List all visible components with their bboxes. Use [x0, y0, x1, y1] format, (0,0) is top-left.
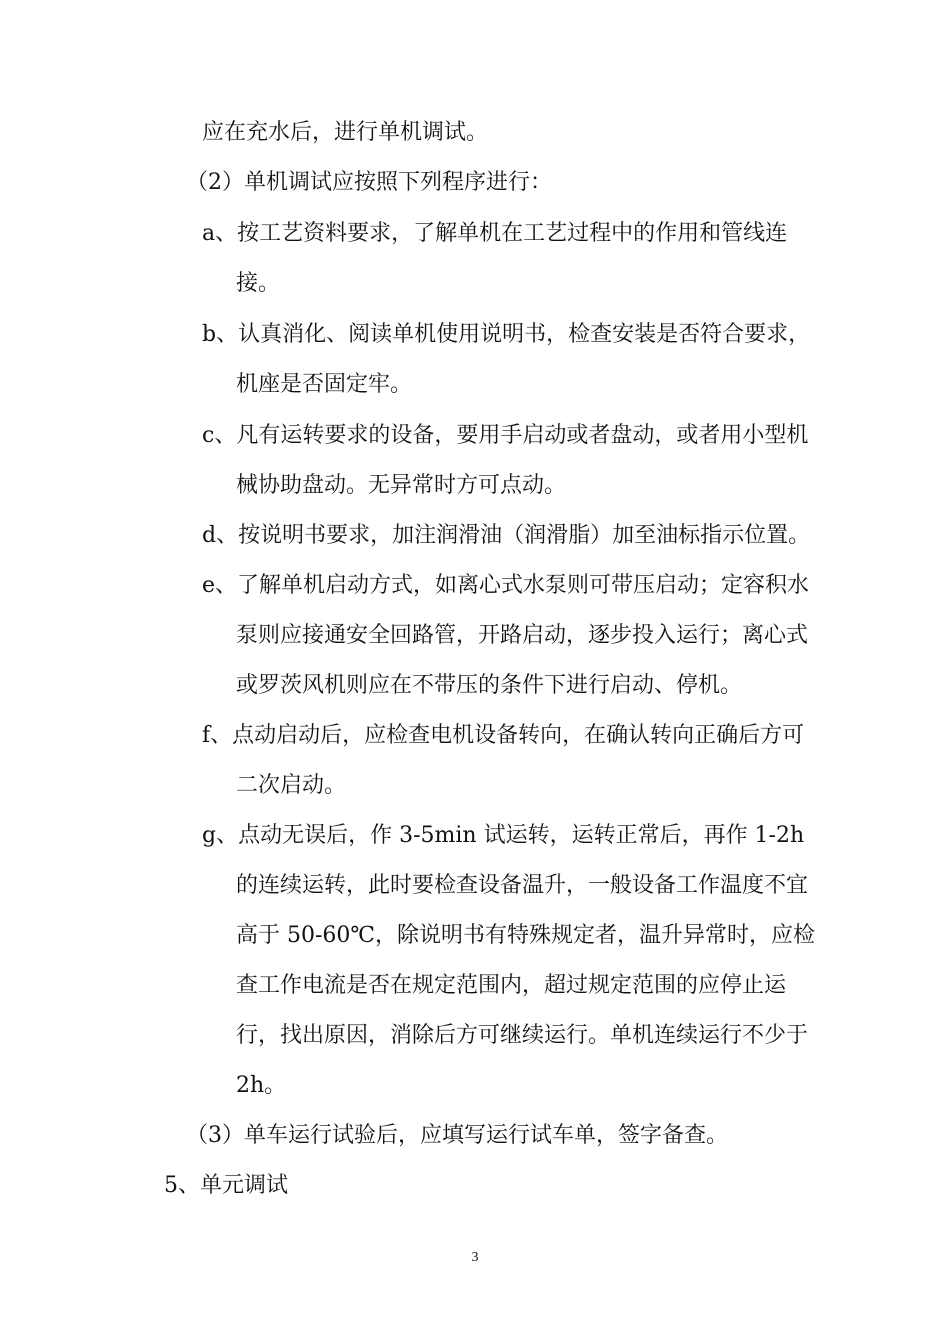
text-line: d、按说明书要求，加注润滑油（润滑脂）加至油标指示位置。: [202, 523, 811, 548]
text-line: a、按工艺资料要求，了解单机在工艺过程中的作用和管线连: [202, 221, 788, 246]
text-line: 或罗茨风机则应在不带压的条件下进行启动、停机。: [236, 673, 743, 698]
text-line: 查工作电流是否在规定范围内，超过规定范围的应停止运: [236, 973, 787, 998]
text-line: 泵则应接通安全回路管，开路启动，逐步投入运行；离心式: [236, 623, 809, 648]
text-line: 高于 50-60℃，除说明书有特殊规定者，温升异常时，应检: [236, 923, 816, 948]
text-line: c、凡有运转要求的设备，要用手启动或者盘动，或者用小型机: [202, 423, 809, 448]
text-line: 的连续运转，此时要检查设备温升，一般设备工作温度不宜: [236, 873, 809, 898]
text-line: 接。: [236, 271, 281, 296]
text-line: （3）单车运行试验后，应填写运行试车单，签字备查。: [186, 1123, 728, 1148]
text-line: 机座是否固定牢。: [236, 372, 413, 397]
text-line: 应在充水后，进行单机调试。: [202, 120, 489, 145]
text-line: e、了解单机启动方式，如离心式水泵则可带压启动；定容积水: [202, 573, 810, 598]
text-line: （2）单机调试应按照下列程序进行：: [186, 170, 552, 195]
text-line: g、点动无误后，作 3-5min 试运转，运转正常后，再作 1-2h: [202, 823, 805, 848]
section-heading: 5、单元调试: [164, 1173, 288, 1198]
text-line: b、认真消化、阅读单机使用说明书，检查安装是否符合要求，: [202, 322, 811, 347]
text-line: f、点动启动后，应检查电机设备转向，在确认转向正确后方可: [202, 723, 805, 748]
text-line: 2h。: [236, 1073, 287, 1098]
page-number: 3: [471, 1250, 479, 1265]
text-line: 械协助盘动。无异常时方可点动。: [236, 473, 567, 498]
text-line: 行，找出原因，消除后方可继续运行。单机连续运行不少于: [236, 1023, 809, 1048]
text-line: 二次启动。: [236, 773, 347, 798]
